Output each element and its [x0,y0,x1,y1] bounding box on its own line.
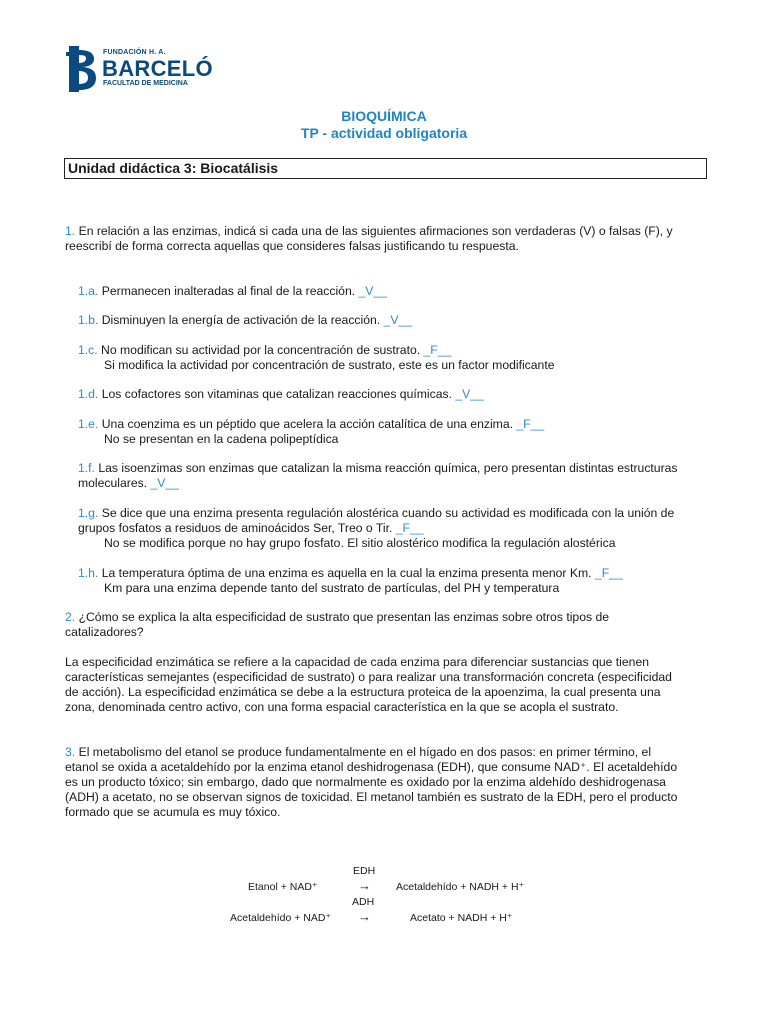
q3-line3: es un producto tóxico; sin embargo, dado que normalmente es oxidado por la enzima aldehído deshidrogenasa [65,775,666,789]
reaction1-reactants: Etanol + NAD⁺ [248,881,318,893]
q1-item-g-note: No se modifica porque no hay grupo fosfato. El sitio alostérico modifica la regulación alostérica [104,536,616,550]
q1-line2: reescribí de forma correcta aquellas que consideres falsas justificando tu respuesta. [65,239,519,253]
q1-item-h: 1.h. La temperatura óptima de una enzima es aquella en la cual la enzima presenta menor Km. _F__ [78,566,623,580]
unit-title-box: Unidad didáctica 3: Biocatálisis [64,158,707,179]
q2-number: 2. [65,610,76,624]
q2-line2: catalizadores? [65,625,144,639]
q1-item-e: 1.e. Una coenzima es un péptido que acelera la acción catalítica de una enzima. _F__ [78,417,545,431]
reaction1-products: Acetaldehído + NADH + H⁺ [396,881,525,893]
q1-item-a-answer: _V__ [358,284,387,298]
logo-emblem-icon [66,44,98,94]
q2-answer-line3: de acción). La especificidad enzimática se debe a la estructura proteica de la apoenzima, la cual presenta una [65,685,661,699]
q1-item-h-note: Km para una enzima depende tanto del sustrato de partículas, del PH y temperatura [104,581,560,595]
q1-item-g-line2: grupos fosfatos a residuos de aminoácidos Ser, Treo o Tir. _F__ [78,521,424,535]
reaction2-reactants: Acetaldehído + NAD⁺ [230,912,331,924]
q3-line5: formado que se acumula es muy tóxico. [65,805,281,819]
q1-item-c: 1.c. No modifican su actividad por la concentración de sustrato. _F__ [78,343,452,357]
logo-foundation-text: FUNDACIÓN H. A. [103,49,166,56]
q1-item-a: 1.a. Permanecen inalteradas al final de la reacción. _V__ [78,284,387,298]
q3-line2: etanol se oxida a acetaldehído por la enzima etanol deshidrogenasa (EDH), que consume NAD⁺. El acetaldehído [65,760,678,774]
q1-item-c-answer: _F__ [423,343,452,357]
q1-item-g: 1.g. Se dice que una enzima presenta regulación alostérica cuando su actividad es modificada con la unión de [78,506,675,520]
reaction2-arrow-icon: → [358,909,371,924]
q3-line1: 3. El metabolismo del etanol se produce fundamentalmente en el hígado en dos pasos: en primer término, el [65,745,652,759]
q1-item-b: 1.b. Disminuyen la energía de activación de la reacción. _V__ [78,313,413,327]
reaction1-enzyme: EDH [353,865,376,877]
q1-item-f-line2: moleculares. _V__ [78,476,179,490]
q1-item-c-note: Si modifica la actividad por concentración de sustrato, este es un factor modificante [104,358,555,372]
q1-item-f: 1.f. Las isoenzimas son enzimas que catalizan la misma reacción química, pero presentan distintas estructuras [78,461,678,475]
reaction1-arrow-icon: → [358,878,371,893]
document-title: BIOQUÍMICA [341,108,427,124]
q1-item-g-answer: _F__ [395,521,424,535]
reaction2-enzyme: ADH [352,896,375,908]
q2-answer-line4: zona, denominada centro activo, con una forma espacial característica en la que se acopla el sustrato. [65,700,619,714]
barcelo-logo [66,44,213,94]
q1-item-d: 1.d. Los cofactores son vitaminas que catalizan reacciones químicas. _V__ [78,387,484,401]
q2-line1: 2. ¿Cómo se explica la alta especificidad de sustrato que presentan las enzimas sobre otros tipos de [65,610,610,624]
document-subtitle: TP - actividad obligatoria [300,125,468,141]
q1-number: 1. [65,224,76,238]
logo-brand-text: BARCELÓ [102,56,213,81]
logo-faculty-text: FACULTAD DE MEDICINA [103,80,188,87]
q1-item-e-answer: _F__ [516,417,545,431]
q2-answer-line1: La especificidad enzimática se refiere a la capacidad de cada enzima para diferenciar sustancias que tienen [65,655,649,669]
q1-item-b-answer: _V__ [383,313,413,327]
q1-item-d-answer: _V__ [455,387,484,401]
q1-item-h-answer: _F__ [594,566,623,580]
q1-line1: 1. En relación a las enzimas, indicá si cada una de las siguientes afirmaciones son verdaderas (V) o falsas (F), y [65,224,673,238]
q1-item-f-answer: _V__ [150,476,179,490]
q2-answer-line2: características semejantes (especificidad de sustrato) o para realizar una transformación concreta (especificidad [65,670,672,684]
q3-line4: (ADH) a acetato, no se observan signos de toxicidad. El metanol también es sustrato de la EDH, pero el producto [65,790,678,804]
q3-number: 3. [65,745,76,759]
reaction2-products: Acetato + NADH + H⁺ [410,912,513,924]
q1-item-e-note: No se presentan en la cadena polipeptídica [104,432,339,446]
